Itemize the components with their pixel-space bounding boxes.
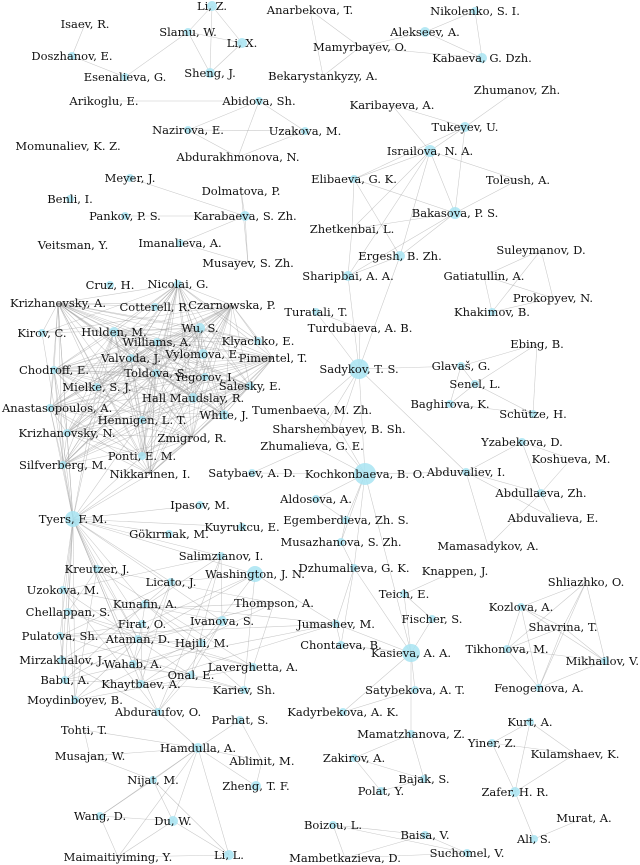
node-label: Fenogenova, A. [494,681,584,695]
node-label: Kadyrbekova, A. K. [287,705,399,719]
node-label: Zhumalieva, G. E. [260,439,364,453]
node-label: Du, W. [154,814,192,828]
node-label: Sharipbai, A. A. [302,269,394,283]
graph-edge [341,568,354,645]
node-label: Slamu, W. [159,25,217,39]
node-label: Shliazhko, O. [547,575,625,589]
node-label: Khaytbaev, A. [101,677,181,691]
node-label: Firat, O. [117,617,167,631]
node-label: Yegorov, I. [174,370,236,384]
node-label: Kabaeva, G. Dzh. [432,51,532,65]
node-label: Silfverberg, M. [18,458,108,472]
node-label: Khakimov, B. [454,305,530,319]
node-label: Li, L. [214,848,244,862]
node-label: Suchomel, V. [429,846,505,860]
graph-edge [253,603,274,667]
node-label: Babu, A. [40,673,90,687]
node-label: Egemberdieva, Zh. S. [283,513,409,527]
node-label: Abdurakhmonova, N. [176,150,300,164]
node-label: Ipasov, M. [170,498,230,512]
node-label: Sadykov, T. S. [319,362,399,376]
node-label: Baisa, V. [400,828,450,842]
graph-edge [533,344,537,414]
node-label: Elibaeva, G. K. [311,172,397,186]
node-label: Kunafin, A. [112,597,178,611]
node-label: Licato, J. [145,575,197,589]
node-label: Satybekova, A. T. [365,683,465,697]
node-label: Zafer, H. R. [481,785,549,799]
node-label: Tukeyev, U. [431,120,499,134]
node-label: Ataman, D. [105,632,171,646]
node-label: Benli, I. [47,192,93,206]
node-label: Abduraufov, O. [114,705,202,719]
node-label: Chellappan, S. [25,605,111,619]
node-label: Hulden, M. [81,325,147,339]
node-label: Kurt, A. [507,715,553,729]
node-label: Knappen, J. [421,564,489,578]
node-label: Veitsman, Y. [37,238,109,252]
node-label: Ali, S. [516,832,552,846]
node-label: Toldova, S. [124,366,188,380]
node-label: Momunaliev, K. Z. [15,139,121,153]
node-label: Kozlova, A. [488,600,554,614]
node-label: Yiner, Z. [467,736,517,750]
node-label: Zhumanov, Zh. [473,83,561,97]
node-label: Abidova, Sh. [222,94,296,108]
node-label: Doszhanov, E. [31,49,113,63]
node-label: Anarbekova, T. [266,3,354,17]
node-label: Nikolenko, S. I. [430,4,520,18]
node-label: Uzokova, M. [26,583,100,597]
node-label: Pimentel, T. [238,351,308,365]
node-label: Anastasopoulos, A. [2,401,113,415]
node-label: Tikhonova, M. [465,642,549,656]
graph-edge [455,127,465,213]
node-label: Glavaš, G. [431,359,491,373]
node-label: Parhat, S. [211,713,269,727]
node-label: Czarnowska, P. [188,298,276,312]
graph-edge [430,151,455,213]
node-label: Wu, S. [181,321,219,335]
node-label: Tohti, T. [60,723,108,737]
graph-edge [507,582,586,649]
node-label: Chodroff, E. [18,363,90,377]
node-label: Uzakova, M. [268,124,342,138]
node-label: White, J. [199,408,249,422]
node-label: Mamyrbayev, O. [313,40,407,54]
node-label: Wahab, A. [103,657,163,671]
node-label: Koshueva, M. [531,452,611,466]
graph-edge [515,722,530,792]
node-label: Ponti, E. M. [107,449,177,463]
node-label: Bekarystankyzy, A. [268,69,378,83]
node-label: Mambetkazieva, D. [289,851,401,865]
node-label: Hajili, M. [174,636,230,650]
node-label: Polat, Y. [357,784,405,798]
node-label: Jumashev, M. [297,617,375,631]
node-label: Kreutzer, J. [64,562,130,576]
node-label: Laverghetta, A. [207,660,299,674]
node-label: Yzabekova, D. [481,435,563,449]
node-label: Mikhailov, V. [565,654,639,668]
node-label: Mamasadykov, A. [437,539,539,553]
node-label: Zmigrod, R. [157,431,227,445]
node-label: Washington, J. N. [205,567,305,581]
node-label: Kasieva, A. A. [370,646,452,660]
node-label: Maimaitiyiming, Y. [63,850,173,864]
node-label: Turatali, T. [284,305,348,319]
node-label: Mamatzhanova, Z. [357,727,465,741]
node-label: Nijat, M. [127,773,179,787]
node-label: Satybaev, A. D. [208,466,296,480]
node-label: Zheng, T. F. [222,779,290,793]
node-label: Thompson, A. [234,596,314,610]
graph-edge [241,191,248,263]
node-label: Hall Maudslay, R. [141,391,245,405]
graph-edge [336,568,354,624]
node-label: Murat, A. [556,811,612,825]
node-label: Kuyrukcu, E. [204,520,280,534]
node-label: Krizhanovsky, N. [18,426,116,440]
node-label: Prokopyev, N. [512,291,594,305]
node-label: Baghirova, K. [410,397,490,411]
graph-edge [539,582,586,688]
node-label: Abduvalieva, E. [507,511,599,525]
node-label: Gatiatullin, A. [443,269,525,283]
node-label: Zhetkenbai, L. [309,222,395,236]
node-label: Nazirova, E. [152,123,224,137]
node-label: Kirov, C. [17,326,67,340]
node-label: Ivanova, S. [189,614,255,628]
node-label: Moydinboyev, B. [27,693,123,707]
graph-edge [539,627,563,688]
node-label: Gökırmak, M. [129,527,209,541]
node-label: Nikkarinen, I. [109,467,191,481]
node-label: Israilova, N. A. [386,144,474,158]
node-label: Kulamshaev, K. [530,747,620,761]
node-label: Kochkonbaeva, B. O. [304,467,426,481]
node-label: Cruz, H. [85,278,135,292]
node-label: Cotterell, R. [119,300,191,314]
node-label: Ergesh, B. Zh. [358,249,442,263]
node-label: Aldosova, A. [280,492,352,506]
node-label: Pankov, P. S. [89,209,161,223]
node-label: Abduvaliev, I. [426,465,506,479]
node-label: Valvoda, J. [100,351,162,365]
node-label: Fischer, S. [401,612,463,626]
node-label: Teich, E. [378,587,430,601]
node-label: Onal, E. [167,668,215,682]
node-label: Tumenbaeva, M. Zh. [251,403,373,417]
node-label: Musayev, S. Zh. [202,256,294,270]
node-label: Ebing, B. [510,337,564,351]
node-label: Musazhanova, S. Zh. [280,535,402,549]
node-label: Toleush, A. [485,173,551,187]
node-label: Nicolai, G. [147,277,209,291]
node-label: Senel, L. [449,377,501,391]
node-label: Salimzianov, I. [178,549,264,563]
node-label: Salesky, E. [218,379,282,393]
node-label: Dolmatova, P. [201,184,281,198]
node-label: Arikoglu, E. [69,94,139,108]
node-label: Tyers, F. M. [38,512,108,526]
node-label: Shavrina, T. [528,620,598,634]
node-label: Sharshembayev, B. Sh. [272,422,406,436]
node-label: Sheng, J. [184,66,236,80]
node-label: Dzhumalieva, G. K. [298,561,410,575]
node-label: Turdubaeva, A. B. [307,321,413,335]
node-label: Krizhanovsky, A. [9,296,107,310]
node-label: Pulatova, Sh. [21,629,99,643]
node-label: Bakasova, P. S. [411,206,499,220]
node-label: Abdullaeva, Zh. [495,486,587,500]
graph-edge [466,472,488,546]
node-label: Mirzakhalov, J. [19,653,105,667]
node-label: Vylomova, E. [165,347,241,361]
node-label: Meyer, J. [104,171,156,185]
node-label: Li, Z. [196,0,228,13]
node-label: Wang, D. [73,809,127,823]
graph-edge [118,748,198,857]
node-label: Li, X. [226,36,258,50]
graph-edge [400,151,430,256]
node-label: Schütze, H. [499,407,567,421]
node-label: Alekseev, A. [390,25,460,39]
node-label: Musajan, W. [54,749,126,763]
node-label: Bajak, S. [398,772,450,786]
node-label: Chontaeva, B. [300,638,382,652]
node-label: Suleymanov, D. [496,243,586,257]
graph-edge [354,179,400,256]
node-label: Mielke, S. J. [62,380,132,394]
node-label: Hamdulla, A. [159,741,237,755]
node-label: Zakirov, A. [322,751,386,765]
graph-labels [1,0,639,865]
node-label: Boizou, L. [303,818,363,832]
node-label: Karibayeva, A. [349,98,435,112]
node-label: Isaev, R. [60,17,110,31]
node-label: Imanalieva, A. [138,236,222,250]
node-label: Karabaeva, S. Zh. [193,209,297,223]
node-label: Williams, A. [122,335,192,349]
node-label: Ablimit, M. [229,754,295,768]
graph-edge [238,101,259,157]
graph-edge [210,6,212,73]
node-label: Kariev, Sh. [212,683,276,697]
node-label: Klyachko, E. [221,334,295,348]
node-label: Esenalieva, G. [83,70,167,84]
node-label: Hennigen, L. T. [97,413,187,427]
